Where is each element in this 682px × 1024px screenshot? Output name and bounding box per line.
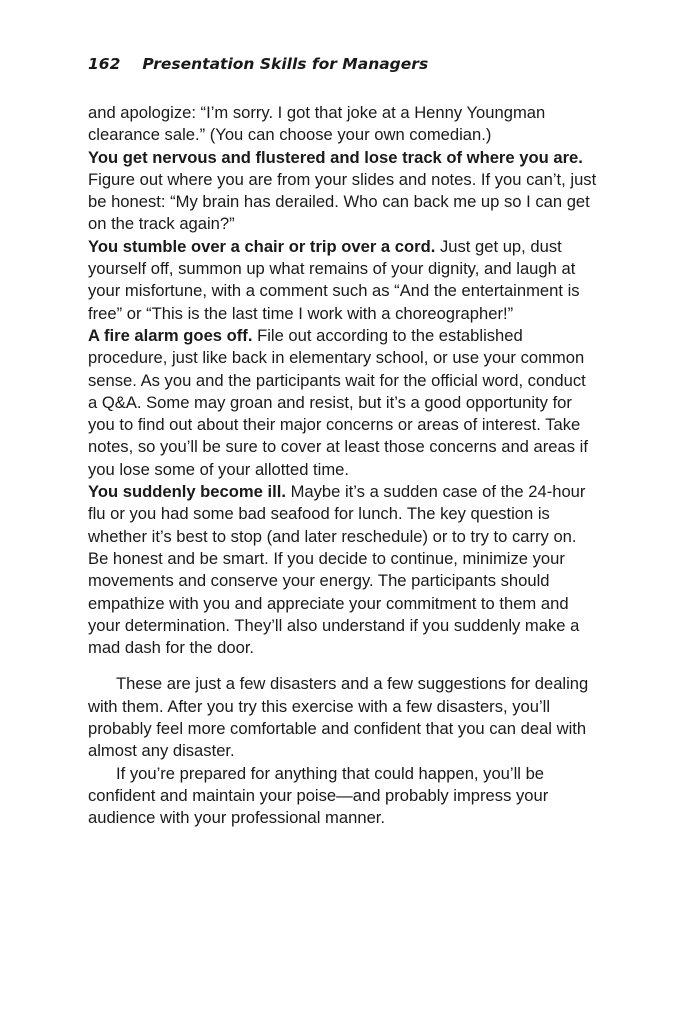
disaster-heading: You suddenly become ill. xyxy=(88,482,286,502)
disaster-heading: You stumble over a chair or trip over a cord. xyxy=(88,236,436,256)
running-head xyxy=(88,52,598,76)
body-text xyxy=(88,102,598,830)
closing-paragraph: If you’re prepared for anything that could happen, you’ll be confident and maintain your poise—and probably impress your audience with your professional manner. xyxy=(88,763,549,828)
disaster-entry-fire-alarm xyxy=(88,325,598,481)
book-page xyxy=(88,52,598,830)
closing-section xyxy=(88,673,598,829)
disaster-entry-lose-track xyxy=(88,147,598,236)
disaster-heading: You get nervous and flustered and lose track of where you are. xyxy=(88,147,583,167)
page-number: 162 xyxy=(88,55,121,73)
disaster-advice: File out according to the established procedure, just like back in elementary school, or use your common sense. As you and the participants wait for the official word, conduct a Q&A. Some may groan and resist, but it’s a good opportunity for you to find out about their major concerns or areas of interest. Take notes, so you’ll be sure to cover at least those concerns and areas if you lose some of your allotted time. xyxy=(88,325,588,479)
intro-paragraph: and apologize: “I’m sorry. I got that joke at a Henny Youngman clearance sale.” (You can choose your own comedian.) xyxy=(88,103,546,145)
disaster-advice: Just get up, dust yourself off, summon up what remains of your dignity, and laugh at your misfortune, with a comment such as “And the entertainment is free” or “This is the last time I work with a choreographer!” xyxy=(88,236,580,323)
disaster-heading: A fire alarm goes off. xyxy=(88,325,253,345)
book-title: Presentation Skills for Managers xyxy=(142,55,429,73)
disaster-advice: Figure out where you are from your slides and notes. If you can’t, just be honest: “My brain has derailed. Who can back me up so I can get on the track again?” xyxy=(88,169,597,234)
closing-paragraph: These are just a few disasters and a few suggestions for dealing with them. After you try this exercise with a few disasters, you’ll probably feel more comfortable and confident that you can deal with almost any disaster. xyxy=(88,674,589,761)
disaster-entry-illness xyxy=(88,481,598,659)
disaster-advice: Maybe it’s a sudden case of the 24-hour flu or you had some bad seafood for lunch. The key question is whether it’s best to stop (and later reschedule) or to try to carry on. Be honest and be smart. If you decide to continue, minimize your movements and conserve your energy. The participants should empathize with you and appreciate your commitment to them and your determination. They’ll also understand if you suddenly make a mad dash for the door. xyxy=(88,482,586,658)
disaster-entry-stumble xyxy=(88,236,598,325)
